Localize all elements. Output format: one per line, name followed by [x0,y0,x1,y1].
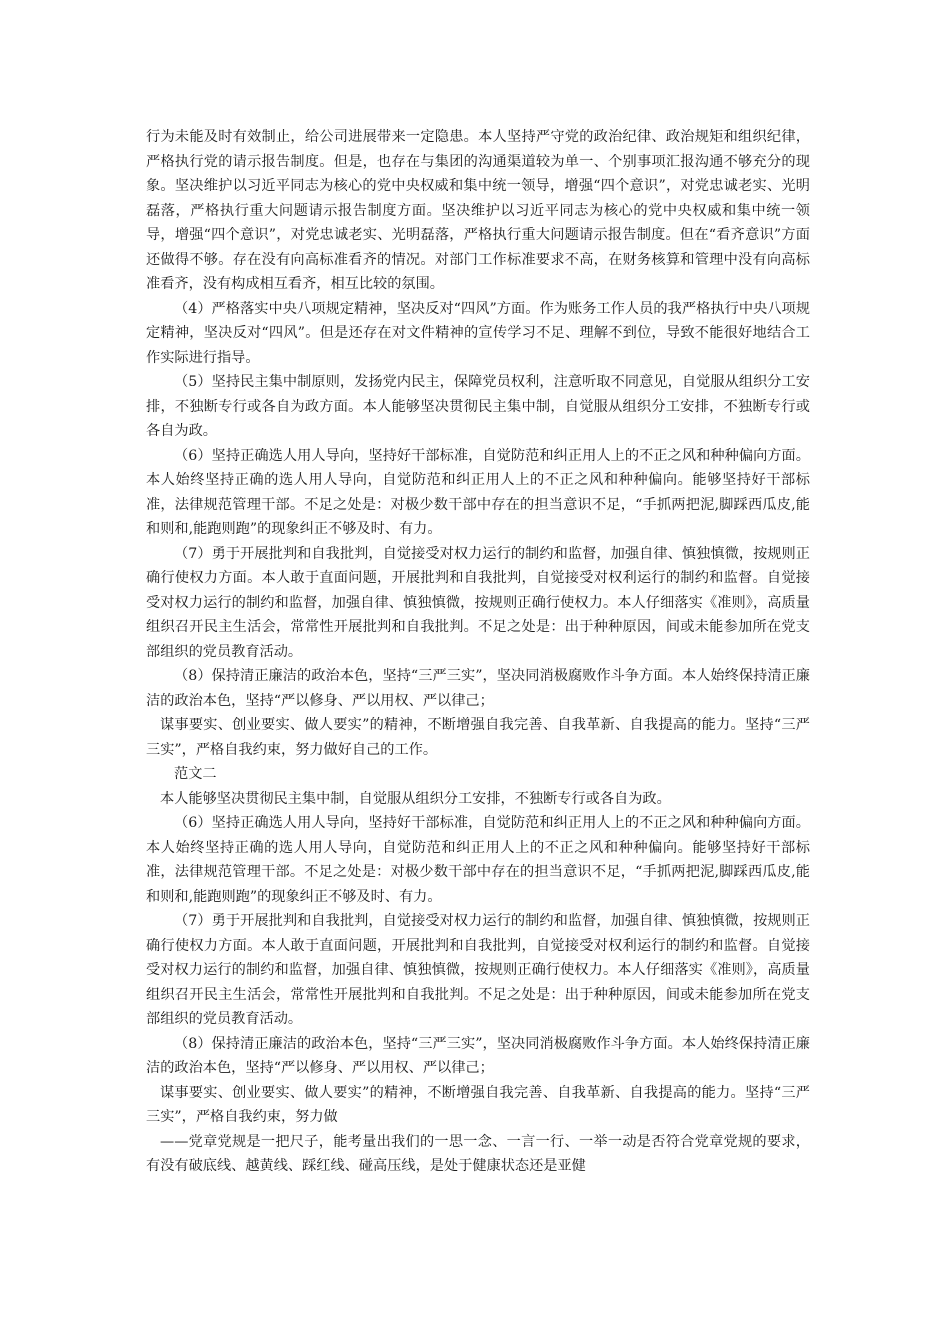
paragraph-sample-two-item-8: （8）保持清正廉洁的政治本色，坚持“三严三实”，坚决同消极腐败作斗争方面。本人始终保持清正廉洁的政治本色，坚持“严以修身、严以用权、严以律己； [146,1035,810,1076]
paragraph-continuation: 行为未能及时有效制止，给公司进展带来一定隐患。本人坚持严守党的政治纪律、政治规矩和组织纪律，严格执行党的请示报告制度。但是，也存在与集团的沟通渠道较为单一、个别事项汇报沟通不够充分的现象。坚决维护以习近平同志为核心的党中央权威和集中统一领导，增强“四个意识”，对党忠诚老实、光明磊落，严格执行重大问题请示报告制度方面。坚决维护以习近平同志为核心的党中央权威和集中统一领导，增强“四个意识”，对党忠诚老实、光明磊落，严格执行重大问题请示报告制度。但在“看齐意识”方面还做得不够。存在没有向高标准看齐的情况。对部门工作标准要求不高，在财务核算和管理中没有向高标准看齐，没有构成相互看齐，相互比较的氛围。 [146,129,811,292]
paragraph-item-4: （4）严格落实中央八项规定精神，坚决反对“四风”方面。作为账务工作人员的我严格执行中央八项规定精神，坚决反对“四风”。但是还存在对文件精神的宣传学习不足、理解不到位，导致不能很好地结合工作实际进行指导。 [146,300,810,366]
paragraph-item-8-continued: 谋事要实、创业要实、做人要实”的精神，不断增强自我完善、自我革新、自我提高的能力。坚持“三严三实”，严格自我约束，努力做好自己的工作。 [146,717,810,758]
paragraph-item-8: （8）保持清正廉洁的政治本色，坚持“三严三实”，坚决同消极腐败作斗争方面。本人始终保持清正廉洁的政治本色，坚持“严以修身、严以用权、严以律己； [146,668,810,709]
paragraph-item-7: （7）勇于开展批判和自我批判，自觉接受对权力运行的制约和监督，加强自律、慎独慎微，按规则正确行使权力方面。本人敢于直面问题，开展批判和自我批判，自觉接受对权利运行的制约和监督。自觉接受对权力运行的制约和监督，加强自律、慎独慎微，按规则正确行使权力。本人仔细落实《准则》，高质量组织召开民主生活会，常常性开展批判和自我批判。不足之处是：出于种种原因，间或未能参加所在党支部组织的党员教育活动。 [146,545,810,660]
paragraph-sample-two-item-7: （7）勇于开展批判和自我批判，自觉接受对权力运行的制约和监督，加强自律、慎独慎微，按规则正确行使权力方面。本人敢于直面问题，开展批判和自我批判，自觉接受对权利运行的制约和监督。自觉接受对权力运行的制约和监督，加强自律、慎独慎微，按规则正确行使权力。本人仔细落实《准则》，高质量组织召开民主生活会，常常性开展批判和自我批判。不足之处是：出于种种原因，间或未能参加所在党支部组织的党员教育活动。 [146,913,810,1027]
document-body [146,125,810,1179]
paragraph-sample-two-intro: 本人能够坚决贯彻民主集中制，自觉服从组织分工安排，不独断专行或各自为政。 [160,790,671,807]
paragraph-item-6: （6）坚持正确选人用人导向，坚持好干部标准，自觉防范和纠正用人上的不正之风和种种偏向方面。本人始终坚持正确的选人用人导向，自觉防范和纠正用人上的不正之风和种种偏向。能够坚持好干部标准，法律规范管理干部。不足之处是：对极少数干部中存在的担当意识不足，“手抓两把泥,脚踩西瓜皮,能和则和,能跑则跑”的现象纠正不够及时、有力。 [146,447,810,537]
paragraph-party-rules: ——党章党规是一把尺子，能考量出我们的一思一念、一言一行、一举一动是否符合党章党规的要求，有没有破底线、越黄线、踩红线、碰高压线，是处于健康状态还是亚健 [146,1133,810,1174]
section-heading-sample-two: 范文二 [174,766,217,782]
paragraph-item-5: （5）坚持民主集中制原则，发扬党内民主，保障党员权利，注意听取不同意见，自觉服从组织分工安排，不独断专行或各自为政方面。本人能够坚决贯彻民主集中制，自觉服从组织分工安排，不独断专行或各自为政。 [146,374,810,439]
paragraph-sample-two-item-8-continued: 谋事要实、创业要实、做人要实”的精神，不断增强自我完善、自我革新、自我提高的能力。坚持“三严三实”，严格自我约束，努力做 [146,1084,810,1125]
paragraph-sample-two-item-6: （6）坚持正确选人用人导向，坚持好干部标准，自觉防范和纠正用人上的不正之风和种种偏向方面。本人始终坚持正确的选人用人导向，自觉防范和纠正用人上的不正之风和种种偏向。能够坚持好干部标准，法律规范管理干部。不足之处是：对极少数干部中存在的担当意识不足，“手抓两把泥,脚踩西瓜皮,能和则和,能跑则跑”的现象纠正不够及时、有力。 [146,815,810,905]
